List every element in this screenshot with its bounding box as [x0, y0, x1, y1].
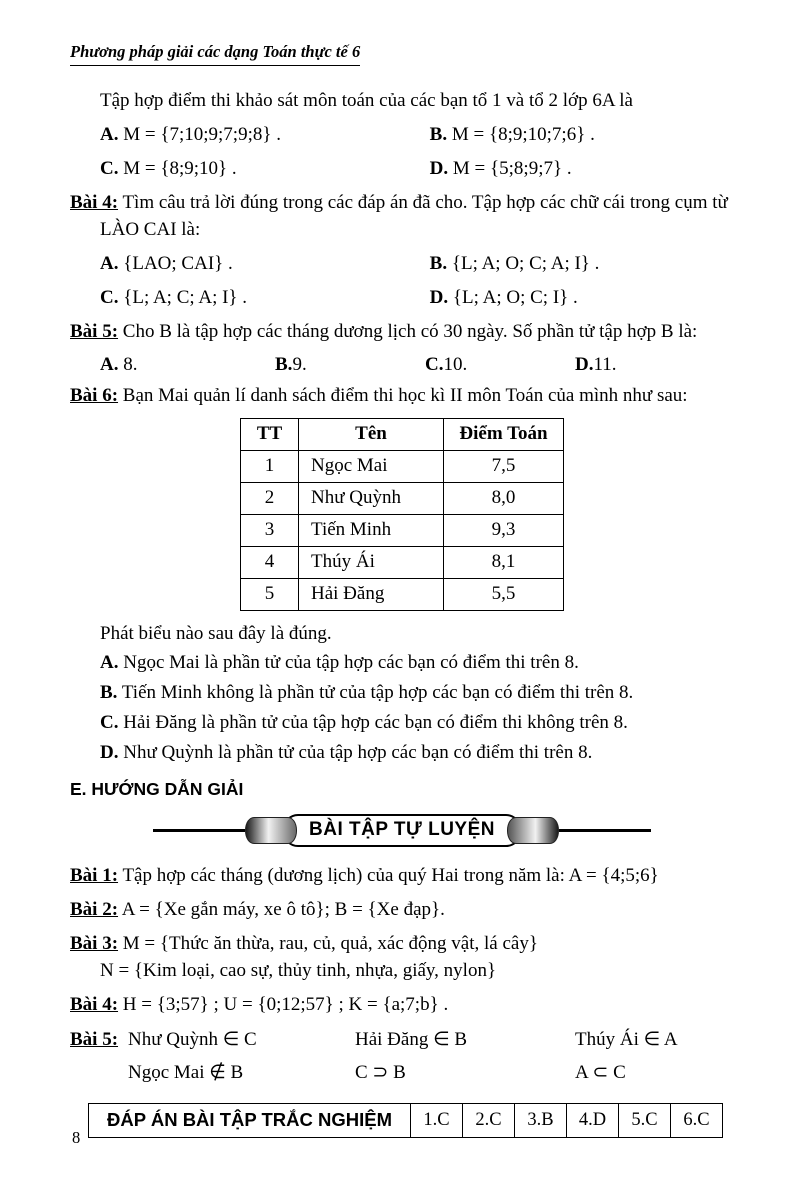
cell-name: Ngọc Mai [299, 450, 444, 482]
solution-b1 [70, 863, 734, 890]
option-text: Ngọc Mai là phần tử của tập hợp các bạn có điểm thi trên 8. [123, 652, 579, 674]
option-label: B. [429, 252, 448, 274]
q3-option-d [430, 156, 734, 183]
answer-key-title: ĐÁP ÁN BÀI TẬP TRẮC NGHIỆM [89, 1103, 411, 1137]
option-label: A. [100, 652, 119, 674]
solution-b5-row1 [70, 1027, 734, 1054]
q5-option-b [275, 352, 425, 379]
option-label: B. [100, 682, 118, 704]
q5-label: Bài 5: [70, 320, 119, 342]
b1-label: Bài 1: [70, 865, 119, 887]
cell-name: Thúy Ái [299, 546, 444, 578]
q4-option-c [100, 285, 430, 312]
q6-intro: Bạn Mai quản lí danh sách điểm thi học kì II môn Toán của mình như sau: [122, 384, 688, 406]
q3-option-b [430, 122, 734, 149]
col-header-ten: Tên [299, 418, 444, 450]
q4-question [70, 190, 734, 244]
table-row [241, 546, 564, 578]
q5-options [70, 352, 734, 379]
cell-name: Tiến Minh [299, 514, 444, 546]
b5-r1c3: Thúy Ái ∈ A [575, 1029, 678, 1050]
solution-b3 [70, 931, 734, 958]
option-text: Như Quỳnh là phần tử của tập hợp các bạn có điểm thi trên 8. [123, 742, 593, 764]
q6-statement: Phát biểu nào sau đây là đúng. [100, 622, 332, 644]
q5-option-c [425, 352, 575, 379]
q4-options-row1 [70, 251, 734, 278]
cell-score: 9,3 [444, 514, 564, 546]
b2-text: A = {Xe gắn máy, xe ô tô}; B = {Xe đạp}. [121, 899, 445, 921]
option-label: C. [100, 157, 119, 179]
option-text: M = {8;9;10;7;6} . [451, 123, 595, 145]
q6-option-a [70, 650, 734, 677]
cell-score: 5,5 [444, 578, 564, 610]
table-row [241, 450, 564, 482]
option-label: A. [100, 123, 119, 145]
q4-option-b [430, 251, 734, 278]
q4-intro: Tìm câu trả lời đúng trong các đáp án đã cho. Tập hợp các chữ cái trong cụm từ LÀO CAI là: [100, 191, 728, 240]
b4-label: Bài 4: [70, 994, 119, 1016]
answer-cell-2: 2.C [463, 1103, 515, 1137]
b4-text: H = {3;57} ; U = {0;12;57} ; K = {a;7;b} . [122, 994, 449, 1016]
col-header-diem: Điểm Toán [444, 418, 564, 450]
q5-option-d [575, 352, 617, 379]
option-label: D. [100, 742, 119, 764]
answer-cell-1: 1.C [411, 1103, 463, 1137]
option-text: 9. [292, 353, 307, 375]
option-text: {LAO; CAI} . [123, 252, 233, 274]
page-content [70, 88, 734, 1138]
b5-r1c1: Như Quỳnh ∈ C [128, 1029, 257, 1050]
option-text: {L; A; O; C; I} . [452, 286, 578, 308]
q4-options-row2 [70, 285, 734, 312]
header-title: Phương pháp giải các dạng Toán thực tế 6 [70, 42, 360, 66]
cell-tt: 3 [241, 514, 299, 546]
b5-r2c2: C ⊃ B [355, 1061, 406, 1083]
q6-label: Bài 6: [70, 384, 119, 406]
b5-r1c2: Hải Đăng ∈ B [355, 1029, 468, 1050]
option-text: Hải Đăng là phần tử của tập hợp các bạn có điểm thi không trên 8. [123, 712, 628, 734]
option-text: {L; A; O; C; A; I} . [451, 252, 600, 274]
banner-line-left [153, 829, 245, 831]
option-text: 8. [123, 353, 138, 375]
banner-title: BÀI TẬP TỰ LUYỆN [283, 814, 521, 847]
option-label: C. [100, 286, 119, 308]
q5-intro: Cho B là tập hợp các tháng dương lịch có 30 ngày. Số phần tử tập hợp B là: [122, 320, 698, 342]
solution-b2 [70, 897, 734, 924]
q3-option-a [100, 122, 430, 149]
answer-cell-4: 4.D [567, 1103, 619, 1137]
q3-option-c [100, 156, 430, 183]
cell-tt: 4 [241, 546, 299, 578]
table-row [241, 482, 564, 514]
b5-r2c3: A ⊂ C [575, 1061, 626, 1083]
option-label: D. [429, 157, 449, 179]
q3-options-row1 [70, 122, 734, 149]
cell-tt: 1 [241, 450, 299, 482]
q3-intro: Tập hợp điểm thi khảo sát môn toán của các bạn tổ 1 và tổ 2 lớp 6A là [100, 90, 633, 111]
cell-tt: 2 [241, 482, 299, 514]
score-table [240, 418, 564, 611]
q4-option-d [430, 285, 734, 312]
option-label: A. [100, 353, 119, 375]
option-label: C. [100, 712, 119, 734]
option-text: 11. [593, 353, 617, 375]
banner-line-right [559, 829, 651, 831]
answer-key-table [88, 1103, 723, 1138]
b5-spacer [70, 1060, 128, 1087]
b5-r2c1: Ngọc Mai ∉ B [128, 1061, 244, 1083]
cell-score: 8,0 [444, 482, 564, 514]
b1-text: Tập hợp các tháng (dương lịch) của quý Hai trong năm là: A = {4;5;6} [122, 865, 659, 887]
banner-right-cap [507, 817, 559, 844]
banner-left-cap [245, 817, 297, 844]
q6-option-c [70, 710, 734, 737]
option-label: C. [425, 353, 444, 375]
answer-key-row [89, 1103, 723, 1137]
q6-option-d [70, 740, 734, 767]
option-text: {L; A; C; A; I} . [123, 286, 248, 308]
option-text: Tiến Minh không là phần tử của tập hợp các bạn có điểm thi trên 8. [121, 682, 634, 704]
page-header [70, 42, 734, 66]
answer-cell-5: 5.C [619, 1103, 671, 1137]
score-table-header-row [241, 418, 564, 450]
q4-label: Bài 4: [70, 191, 119, 213]
solution-b3-line2: N = {Kim loại, cao sự, thủy tinh, nhựa, giấy, nylon} [100, 960, 497, 982]
b5-label: Bài 5: [70, 1029, 119, 1050]
b3-label: Bài 3: [70, 933, 119, 955]
page-number: 8 [72, 1128, 81, 1147]
option-text: M = {5;8;9;7} . [452, 157, 572, 179]
q6-question [70, 383, 734, 410]
cell-name: Như Quỳnh [299, 482, 444, 514]
answer-cell-6: 6.C [671, 1103, 723, 1137]
b3-line1: M = {Thức ăn thừa, rau, củ, quả, xác động vật, lá cây} [122, 933, 538, 955]
option-label: D. [429, 286, 449, 308]
q6-option-b [70, 680, 734, 707]
solution-b4 [70, 992, 734, 1019]
practice-banner [70, 814, 734, 847]
option-text: M = {8;9;10} . [123, 157, 237, 179]
cell-tt: 5 [241, 578, 299, 610]
table-row [241, 514, 564, 546]
table-row [241, 578, 564, 610]
cell-name: Hải Đăng [299, 578, 444, 610]
answer-cell-3: 3.B [515, 1103, 567, 1137]
q3-options-row2 [70, 156, 734, 183]
option-label: A. [100, 252, 119, 274]
q4-option-a [100, 251, 430, 278]
q5-question [70, 319, 734, 346]
option-text: M = {7;10;9;7;9;8} . [123, 123, 281, 145]
section-e-title: E. HƯỚNG DẪN GIẢI [70, 779, 244, 800]
solution-b5-row2 [70, 1060, 734, 1087]
col-header-tt: TT [241, 418, 299, 450]
option-label: B. [275, 353, 293, 375]
b2-label: Bài 2: [70, 899, 119, 921]
q5-option-a [100, 352, 275, 379]
cell-score: 8,1 [444, 546, 564, 578]
option-label: B. [429, 123, 448, 145]
option-label: D. [575, 353, 594, 375]
cell-score: 7,5 [444, 450, 564, 482]
option-text: 10. [443, 353, 468, 375]
